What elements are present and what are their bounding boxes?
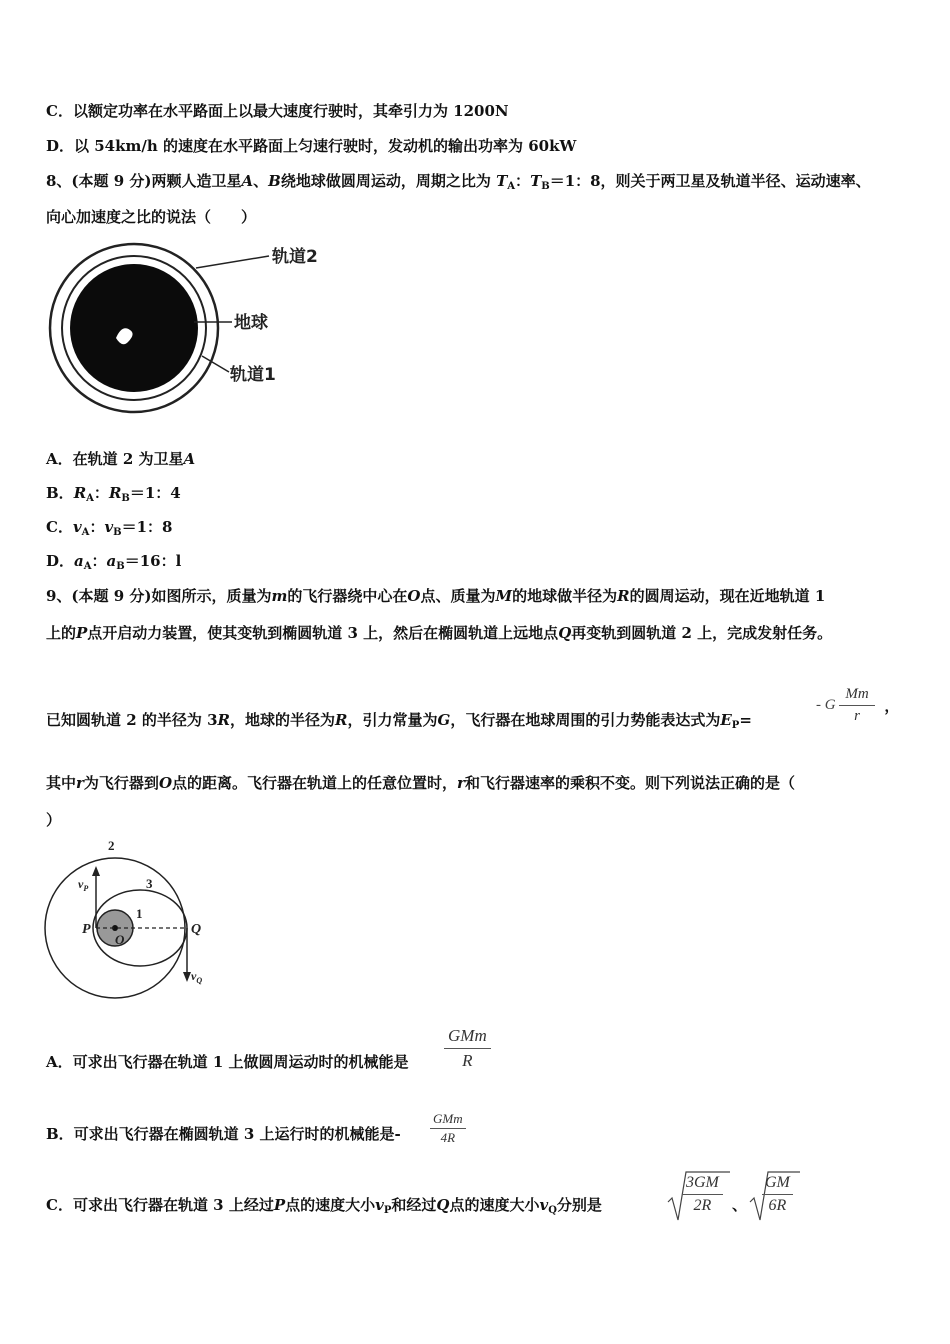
q7-option-c: C．以额定功率在水平路面上以最大速度行驶时，其牵引力为 1200N bbox=[46, 102, 509, 120]
q9-stem-line1: 9、(本题 9 分)如图所示，质量为m的飞行器绕中心在O点、质量为M的地球做半径为R的圆周运动，现在近地轨道 1 bbox=[46, 587, 826, 605]
label-P: P bbox=[82, 922, 91, 937]
q9-stem-line2: 上的P点开启动力装置，使其变轨到椭圆轨道 3 上，然后在椭圆轨道上远地点Q再变轨到圆轨道 2 上，完成发射任务。 bbox=[46, 624, 833, 642]
q9-option-c: C．可求出飞行器在轨道 3 上经过P点的速度大小$v_P$和经过Q点的速度大小$v_Q$分别是 bbox=[46, 1196, 602, 1216]
label-orbit2: 轨道2 bbox=[272, 247, 318, 267]
option-c-fraction-1: $\frac{3GM}{2R}$ bbox=[682, 1172, 723, 1217]
q8-orbit-figure bbox=[44, 238, 344, 428]
label-earth: 地球 bbox=[234, 313, 268, 333]
q9-orbit-figure bbox=[40, 836, 220, 1002]
q8-option-b: B．$R_A$：$R_B=1$：4 bbox=[46, 484, 181, 504]
label-orbit1: 轨道1 bbox=[230, 365, 276, 385]
q9-stem-line3: 已知圆轨道 2 的半径为 3R，地球的半径为R，引力常量为G，飞行器在地球周围的引力势能表达式为$E_P=$ bbox=[46, 711, 752, 731]
label-vQ: $v_Q$ bbox=[191, 969, 203, 985]
q7-option-d: D．以 54km/h 的速度在水平路面上匀速行驶时，发动机的输出功率为 60kW bbox=[46, 137, 577, 155]
q9-option-b: B．可求出飞行器在椭圆轨道 3 上运行时的机械能是- bbox=[46, 1125, 401, 1143]
label-O: O bbox=[115, 932, 125, 947]
ep-formula: - G $\frac{Mm}{r}$ ， bbox=[816, 686, 900, 724]
q9-option-a: A．可求出飞行器在轨道 1 上做圆周运动时的机械能是 bbox=[46, 1053, 409, 1071]
label-orbit-2: 2 bbox=[108, 838, 115, 853]
q9-stem-line5: ） bbox=[46, 811, 62, 829]
q8-option-a: A．在轨道 2 为卫星A bbox=[46, 450, 196, 468]
label-orbit-1: 1 bbox=[136, 906, 143, 921]
label-Q: Q bbox=[191, 922, 202, 937]
option-c-separator: 、 bbox=[732, 1196, 748, 1214]
q8-option-d: D．$a_A$：$a_B=16$：l bbox=[46, 552, 182, 572]
q8-stem-line1: 8、(本题 9 分)两颗人造卫星A、B绕地球做圆周运动，周期之比为 $T_A$：$T_B=1$：8，则关于两卫星及轨道半径、运动速率、 bbox=[46, 172, 871, 192]
q9-stem-line4: 其中r为飞行器到O点的距离。飞行器在轨道上的任意位置时，r和飞行器速率的乘积不变。则下列说法正确的是（ bbox=[46, 774, 795, 792]
option-b-fraction: GMm 4R bbox=[430, 1110, 466, 1147]
label-vP: $v_P$ bbox=[78, 877, 89, 893]
q8-stem-line2: 向心加速度之比的说法（ ） bbox=[46, 208, 257, 226]
option-c-fraction-2: $\frac{GM}{6R}$ bbox=[762, 1172, 793, 1217]
option-a-fraction: GMm R bbox=[444, 1024, 491, 1073]
q8-option-c: C．$v_A$：$v_B=1$：8 bbox=[46, 518, 173, 538]
label-orbit-3: 3 bbox=[146, 876, 153, 891]
